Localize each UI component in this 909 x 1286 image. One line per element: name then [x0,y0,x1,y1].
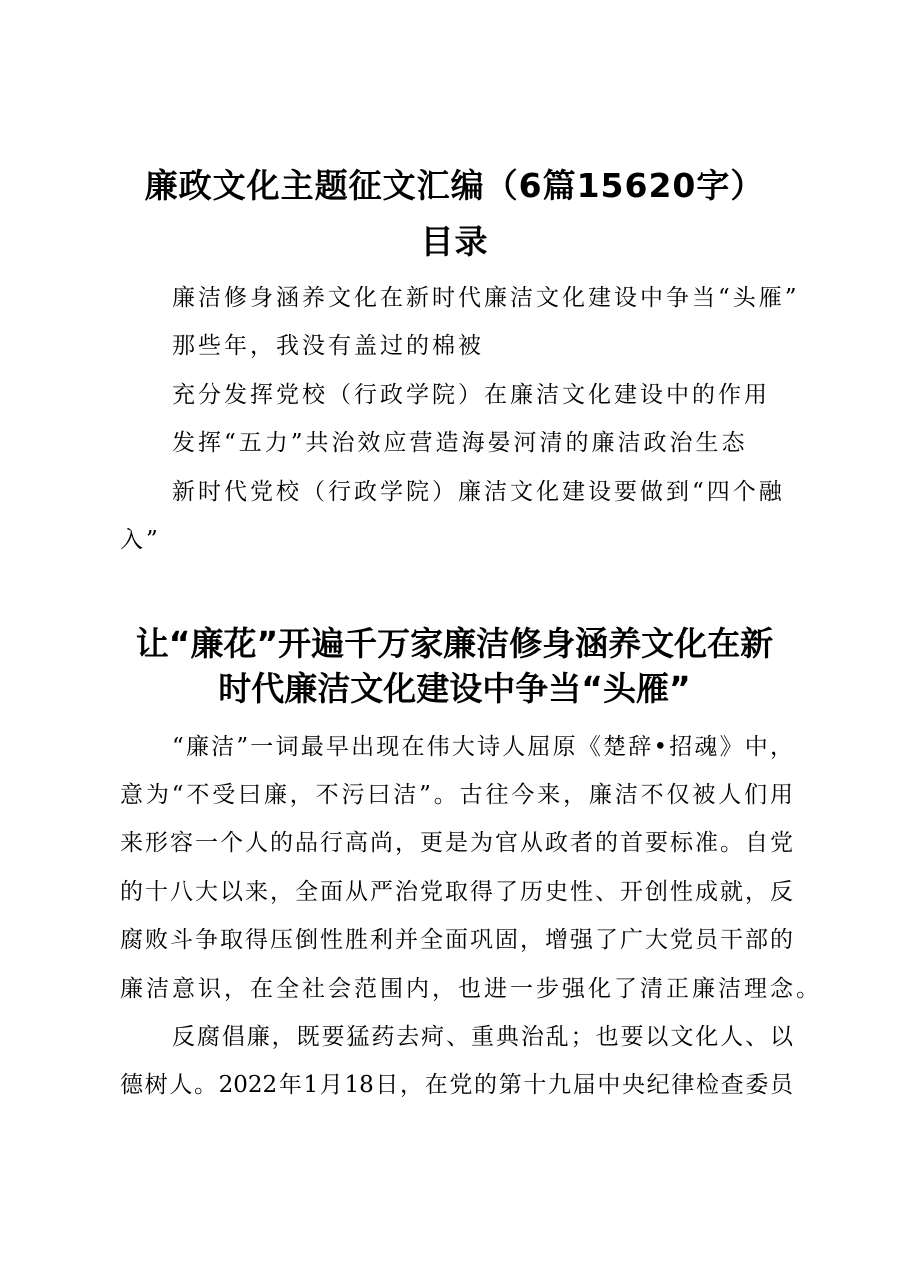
toc-item: 那些年，我没有盖过的棉被 [172,333,484,359]
document-title: 廉政文化主题征文汇编（6篇15620字） [144,166,765,205]
paragraph-line: 的十八大以来，全面从严治党取得了历史性、开创性成就，反 [120,879,793,905]
toc-item: 新时代党校（行政学院）廉洁文化建设要做到“四个融 [172,479,785,505]
toc-heading: 目录 [420,222,489,261]
article-title-line2: 时代廉洁文化建设中争当“头雁” [218,669,691,708]
paragraph-line: 意为“不受曰廉，不污曰洁”。古往今来，廉洁不仅被人们用 [120,782,793,808]
toc-item: 充分发挥党校（行政学院）在廉洁文化建设中的作用 [172,382,770,408]
paragraph-line: 腐败斗争取得压倒性胜利并全面巩固，增强了广大党员干部的 [120,927,793,953]
paragraph-line: 反腐倡廉，既要猛药去疴、重典治乱；也要以文化人、以 [172,1024,793,1050]
article-title-line1: 让“廉花”开遍千万家廉洁修身涵养文化在新 [135,624,774,663]
toc-item: 廉洁修身涵养文化在新时代廉洁文化建设中争当“头雁” [172,285,800,311]
paragraph-line: 来形容一个人的品行高尚，更是为官从政者的首要标准。自党 [120,830,793,856]
paragraph-line: “廉洁”一词最早出现在伟大诗人屈原《楚辞•招魂》中， [172,734,793,760]
paragraph-line: 德树人。2022年1月18日，在党的第十九届中央纪律检查委员 [120,1072,793,1098]
toc-item: 发挥“五力”共治效应营造海晏河清的廉洁政治生态 [172,430,748,456]
paragraph-line: 廉洁意识，在全社会范围内，也进一步强化了清正廉洁理念。 [120,976,822,1002]
toc-item-continuation: 入” [120,527,161,553]
